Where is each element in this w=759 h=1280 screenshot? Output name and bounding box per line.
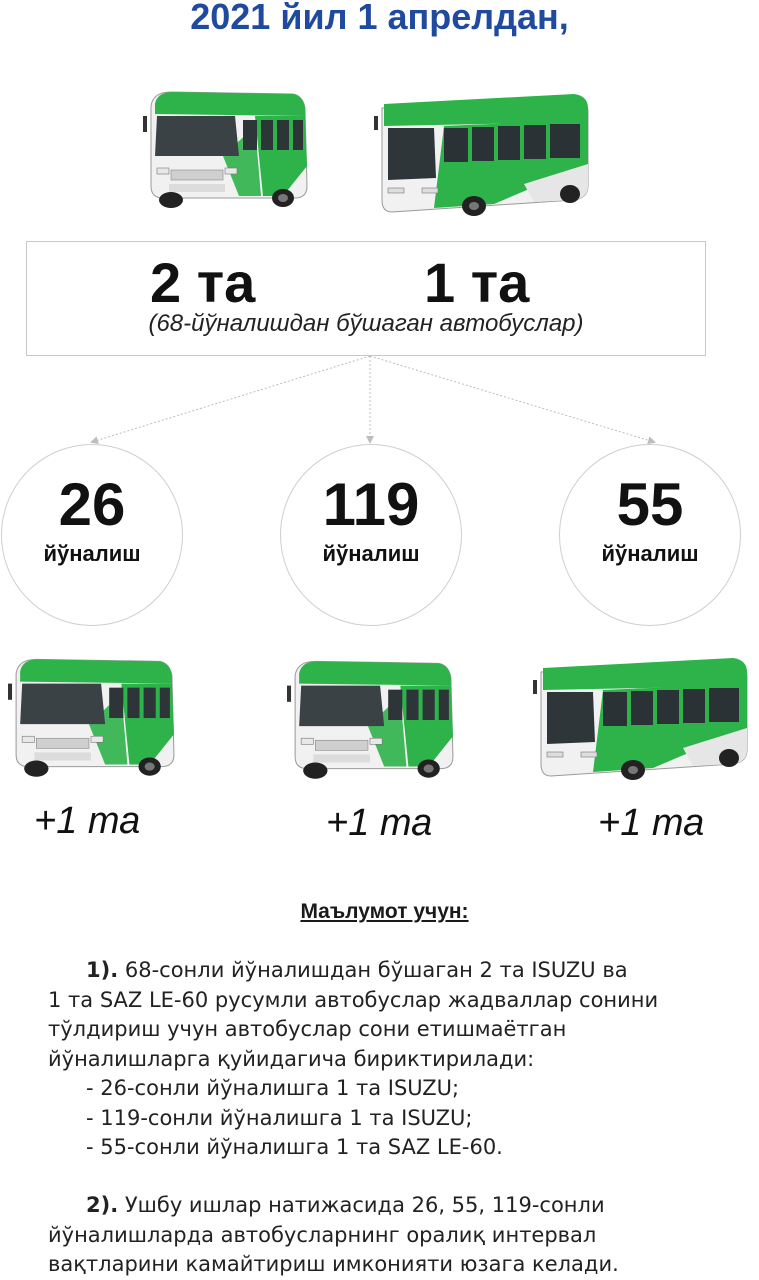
- route-circle-119: [280, 444, 462, 626]
- paragraph-text: тўлдириш учун автобуслар сони етишмаётган: [48, 1017, 567, 1041]
- list-item: - 26-сонли йўналишга 1 та ISUZU;: [86, 1076, 460, 1100]
- paragraph-text: вақтларини камайтириш имконияти юзага келади.: [48, 1252, 619, 1276]
- paragraph-text: йўналишларда автобусларнинг оралиқ интервал: [48, 1222, 597, 1247]
- route-number: 26: [58, 471, 126, 538]
- saz-bus-image: [372, 94, 594, 218]
- paragraph-number: 2).: [86, 1193, 119, 1217]
- route-number: 119: [322, 471, 420, 538]
- route-label: йўналиш: [322, 541, 420, 566]
- route-55-bus-image: [530, 658, 754, 782]
- page-title: 2021 йил 1 апрелдан,: [190, 0, 569, 37]
- route-number: 55: [616, 471, 684, 538]
- info-heading: Маълумот учун:: [300, 900, 469, 923]
- summary-subtitle: (68-йўналишдан бўшаган автобуслар): [148, 310, 584, 337]
- saz-count: 1 та: [424, 251, 530, 314]
- route-26-added: +1 та: [34, 800, 141, 842]
- paragraph-text: Ушбу ишлар натижасида 26, 55, 119-сонли: [118, 1193, 605, 1217]
- list-item: - 55-сонли йўналишга 1 та SAZ LE-60.: [86, 1135, 503, 1159]
- route-119-bus-image: [287, 654, 457, 784]
- route-circle-55: [559, 444, 741, 626]
- info-paragraph-2: [48, 1191, 748, 1280]
- list-item: - 119-сонли йўналишга 1 та ISUZU;: [86, 1105, 473, 1130]
- route-label: йўналиш: [601, 541, 699, 566]
- route-55-added: +1 та: [598, 802, 705, 844]
- paragraph-text: йўналишларга қуйидагича бириктирилади:: [48, 1046, 535, 1071]
- distribution-arrows: [0, 350, 759, 450]
- isuzu-count: 2 та: [150, 251, 256, 314]
- route-label: йўналиш: [43, 541, 141, 566]
- summary-box: [26, 241, 706, 356]
- route-26-bus-image: [8, 652, 178, 782]
- paragraph-text: 68-сонли йўналишдан бўшаган 2 та ISUZU ва: [118, 958, 628, 982]
- route-circle-26: [1, 444, 183, 626]
- info-paragraph-1: [48, 956, 748, 1163]
- isuzu-bus-image: [143, 86, 311, 212]
- paragraph-number: 1).: [86, 958, 119, 982]
- paragraph-text: 1 та SAZ LE-60 русумли автобуслар жадваллар сонини: [48, 987, 659, 1012]
- route-119-added: +1 та: [326, 802, 433, 844]
